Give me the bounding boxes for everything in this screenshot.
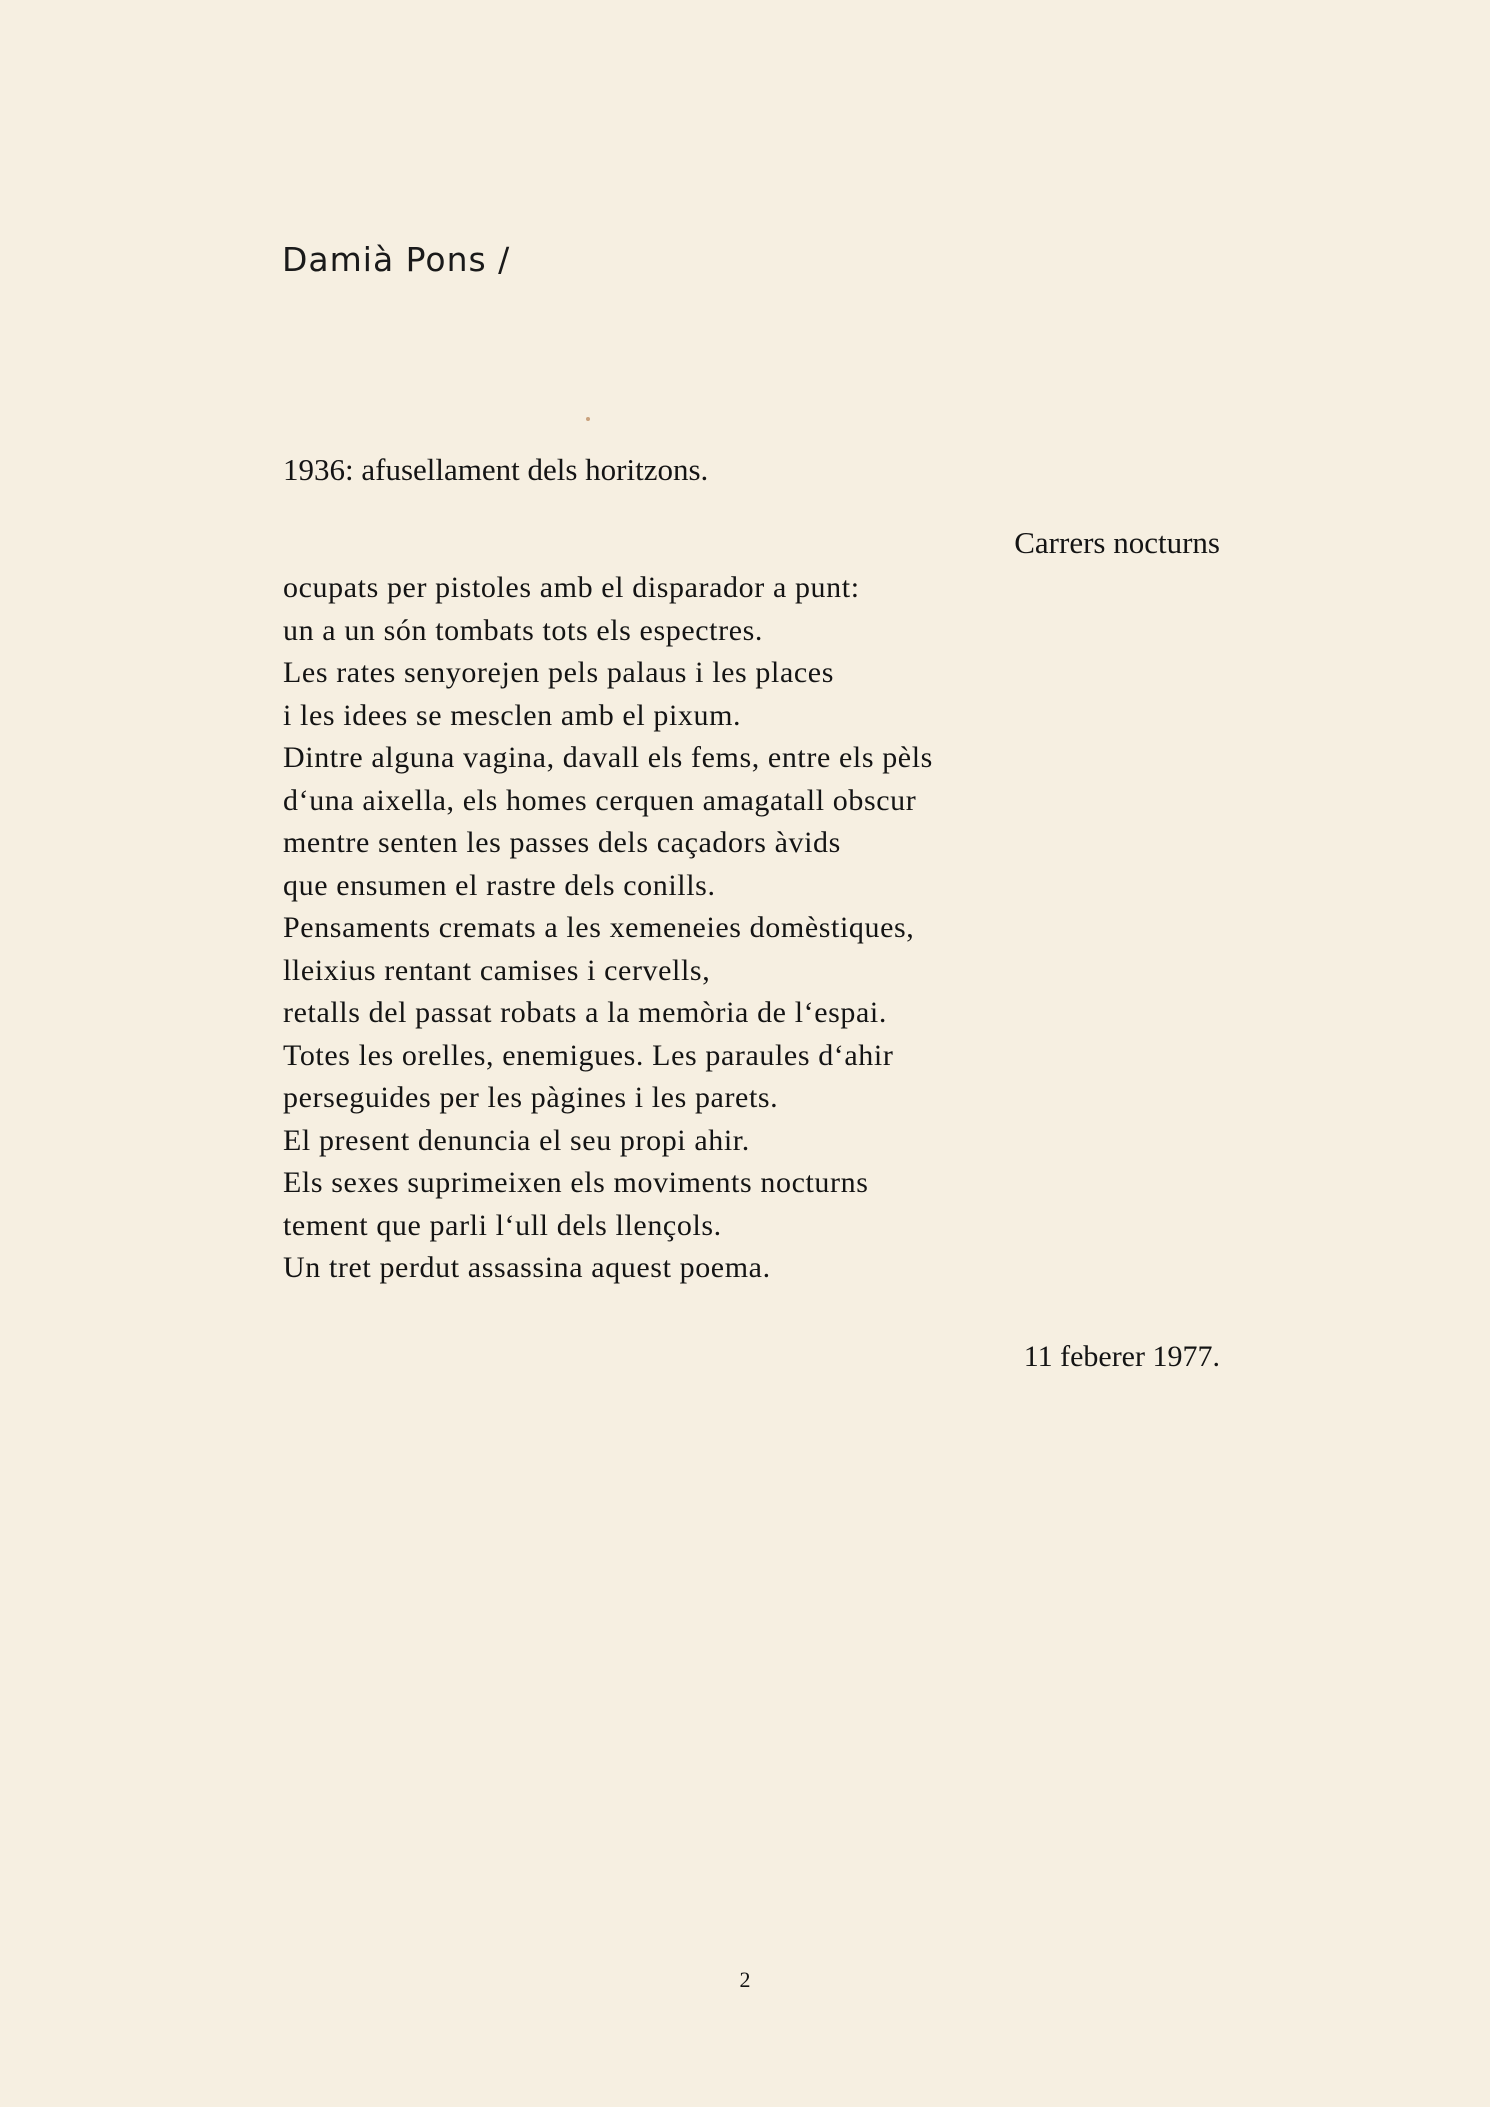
verse-line: El present denuncia el seu propi ahir. [283,1123,750,1157]
page-number: 2 [739,1967,751,1992]
verse-line: tement que parli l‘ull dels llençols. [283,1208,722,1242]
verse-line: un a un són tombats tots els espectres. [283,613,763,647]
poem-verses [283,567,933,1290]
verse-line: ocupats per pistoles amb el disparador a punt: [283,571,860,604]
verse-line: Dintre alguna vagina, davall els fems, entre els pèls [283,741,933,774]
author-name: Damià Pons / [282,240,511,279]
verse-line: mentre senten les passes dels caçadors àvids [283,826,841,859]
verse-line: d‘una aixella, els homes cerquen amagatall obscur [283,783,917,817]
verse-line: Els sexes suprimeixen els moviments nocturns [283,1166,869,1199]
verse-line: Totes les orelles, enemigues. Les paraules d‘ahir [283,1038,894,1072]
verse-line: perseguides per les pàgines i les parets. [283,1081,779,1114]
verse-line: Les rates senyorejen pels palaus i les places [283,656,834,689]
paper-speck [586,417,590,421]
poem-title: 1936: afusellament dels horitzons. [283,452,709,487]
verse-line: lleixius rentant camises i cervells, [283,953,711,987]
verse-line: Pensaments cremats a les xemeneies domèstiques, [283,911,915,944]
verse-line: que ensumen el rastre dels conills. [283,868,716,902]
poem-date: 11 feberer 1977. [1023,1340,1220,1373]
poem-subtitle: Carrers nocturns [1014,525,1220,560]
verse-line: retalls del passat robats a la memòria de l‘espai. [283,996,887,1029]
verse-line: Un tret perdut assassina aquest poema. [283,1251,771,1284]
verse-line: i les idees se mesclen amb el pixum. [283,698,742,732]
